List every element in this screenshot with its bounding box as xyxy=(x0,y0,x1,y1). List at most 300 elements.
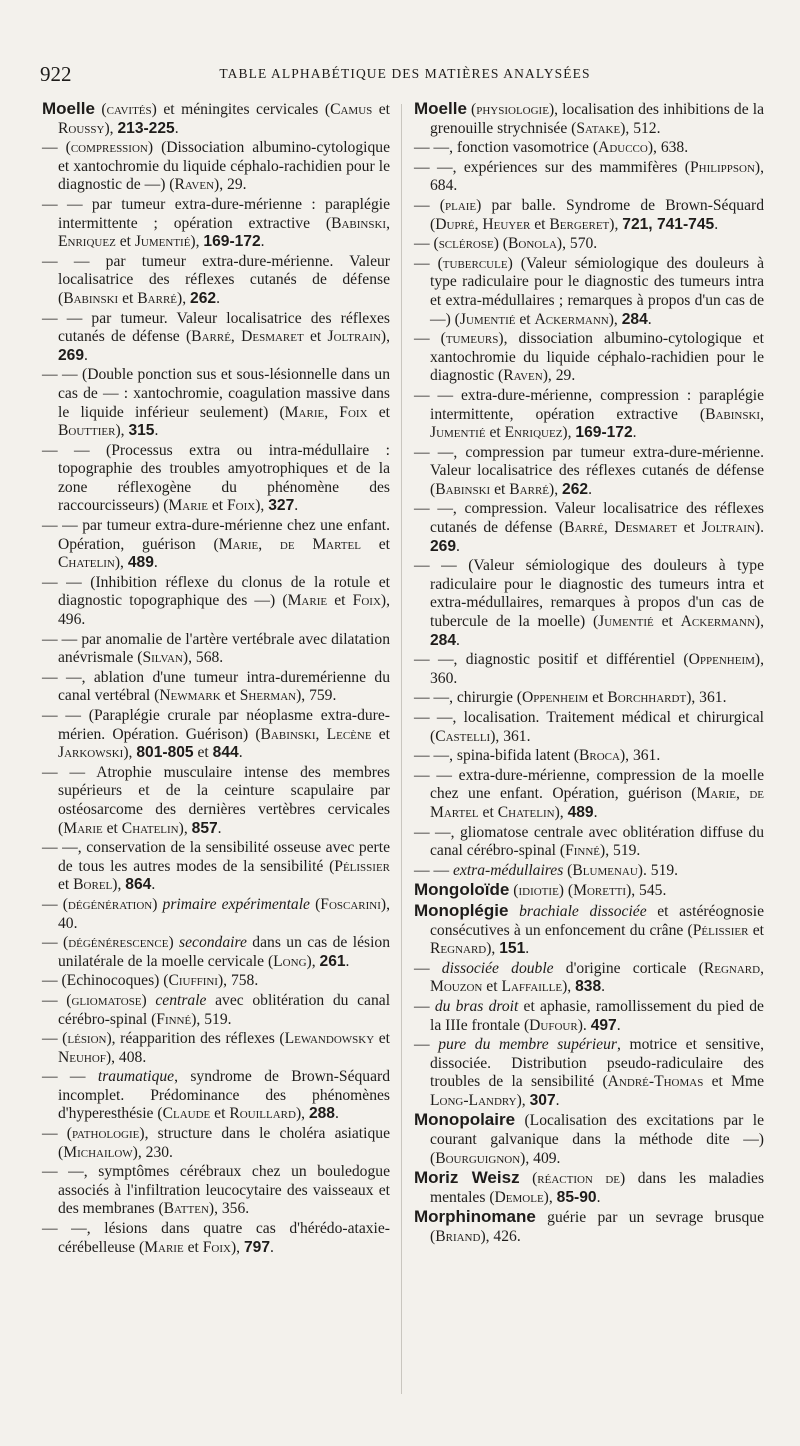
entry-text: Philippson xyxy=(690,158,755,176)
entry-text: Barré xyxy=(509,480,550,498)
entry-text: traumatique xyxy=(97,1068,175,1086)
entry-text: cavités xyxy=(106,101,152,118)
index-entry xyxy=(414,709,764,746)
entry-text: ), 684. xyxy=(430,158,764,195)
page-reference: 169-172 xyxy=(575,424,633,442)
entry-text: ), 512. xyxy=(620,119,661,137)
entry-text: et xyxy=(327,592,353,610)
entry-text: ), xyxy=(112,876,126,894)
index-entry xyxy=(414,557,764,650)
entry-text: (Localisation des excitations par le courant galvanique dans la méthode dite —) ( xyxy=(430,1112,764,1167)
entry-text: Babinski xyxy=(435,480,491,498)
entry-text: — — par tumeur extra-dure-mérienne : paraplégie intermittente ; opération extractive ( xyxy=(42,195,390,232)
page-reference: 151 xyxy=(499,940,526,958)
entry-text: Babinski xyxy=(63,289,119,307)
entry-text: et xyxy=(115,233,135,251)
entry-text: — — Atrophie musculaire intense des membres supérieurs et de la ceinture scapulaire par ostéosarcome des dernières vertèbres cervicales ( xyxy=(42,763,390,837)
index-entry xyxy=(414,1111,764,1168)
entry-text: et xyxy=(183,1238,203,1256)
entry-text: . xyxy=(216,289,220,307)
entry-text: Ackermann xyxy=(534,310,609,328)
entry-text: et xyxy=(102,819,122,837)
index-entry xyxy=(42,139,390,195)
entry-text: tubercule xyxy=(442,254,508,272)
entry-text: Marie, de Martel xyxy=(218,535,361,553)
index-entry xyxy=(42,1220,390,1257)
entry-text: ), dissociation albumino-cytologique et xantochromie du liquide céphalo-rachidien pour le diagnostic ( xyxy=(430,330,764,385)
entry-text: . xyxy=(456,537,460,555)
entry-text: Bergeret xyxy=(549,215,610,233)
entry-text: Roussy xyxy=(58,119,105,137)
entry-text: Oppenheim xyxy=(688,651,755,669)
index-entry xyxy=(414,881,764,901)
entry-text: Barré xyxy=(137,289,178,307)
entry-text: ), xyxy=(380,328,390,346)
entry-text: — — par tumeur extra-dure-mérienne chez une enfant. Opération, guérison ( xyxy=(42,517,390,553)
entry-text: tumeurs xyxy=(445,330,499,348)
page-reference: 169-172 xyxy=(203,233,261,251)
entry-text: — —, expériences sur des mammifères ( xyxy=(414,158,690,176)
entry-text: , motrice et sensitive, dissociée. Distribution pseudo-radiculaire des troubles de la sensibilité ( xyxy=(430,1036,764,1091)
index-entry xyxy=(414,902,764,959)
entry-text: ), réapparition des réflexes ( xyxy=(106,1030,285,1048)
entry-text: et xyxy=(374,1030,390,1048)
entry-text: Briand xyxy=(435,1228,481,1246)
entry-text: Silvan xyxy=(142,649,183,667)
entry-text: ) (Valeur sémiologique des douleurs à type radiculaire pour le diagnostic des tumeurs intra et extra-médullaires ; remarques à propos d'un cas de —) ( xyxy=(430,254,764,328)
entry-text: — —, ablation d'une tumeur intra-duremérienne du canal vertébral ( xyxy=(42,668,390,705)
entry-text: et xyxy=(193,744,213,762)
entry-text: Rouillard xyxy=(229,1105,296,1123)
entry-text: ). xyxy=(577,1016,591,1034)
entry-text: — ( xyxy=(42,991,72,1009)
entry-text: Ackermann xyxy=(680,613,755,631)
entry-text: — —, compression. Valeur localisatrice des réflexes cutanés de défense ( xyxy=(414,500,764,537)
entry-text: Finné xyxy=(565,842,601,860)
entry-text: ), 519. xyxy=(600,842,641,860)
page-reference: 327 xyxy=(268,497,295,515)
entry-text: Foscarini xyxy=(320,895,381,913)
index-entry xyxy=(414,960,764,997)
entry-text: . xyxy=(345,952,350,970)
entry-text: Bourguignon xyxy=(435,1149,521,1167)
entry-text: ) xyxy=(141,991,156,1009)
entry-text: et xyxy=(58,876,74,894)
entry-text: . xyxy=(294,497,299,515)
entry-text: ) xyxy=(168,934,180,952)
entry-text: ), xyxy=(306,952,320,970)
entry-text: . xyxy=(596,1188,601,1206)
entry-text: Barré, Desmaret xyxy=(564,519,678,537)
page-reference: 844 xyxy=(212,744,239,762)
page-reference: 284 xyxy=(621,310,648,328)
entry-text: ) (Dissociation albumino-cytologique et xantochromie du liquide céphalo-rachidien pour le diagnostic de —) ( xyxy=(58,139,390,194)
entry-text: — —, compression par tumeur extra-dure-mérienne. Valeur localisatrice des réflexes cutanés de défense ( xyxy=(414,443,764,498)
entry-text: et xyxy=(371,725,390,743)
entry-text: — — (Double ponction sus et sous-lésionnelle dans un cas de — : xantochromie, coagulation massive dans le liquide inférieur seulement) ( xyxy=(42,366,390,421)
page-reference: 864 xyxy=(125,876,152,894)
index-entry xyxy=(414,824,764,861)
entry-text: réaction de xyxy=(537,1170,621,1188)
page-reference: 489 xyxy=(567,803,594,821)
entry-text: et xyxy=(207,497,227,515)
entry-heading: Moelle xyxy=(42,99,95,118)
entry-text: Jumentié xyxy=(134,233,191,251)
entry-text: — —, symptômes cérébraux chez un bouledogue associés à l'infiltration leucocytaire des vaisseaux et des membranes ( xyxy=(42,1163,390,1218)
entry-text: ), 426. xyxy=(480,1228,521,1246)
entry-text: Dupré, Heuyer xyxy=(435,215,531,233)
entry-text: et xyxy=(677,519,702,537)
entry-text: ), xyxy=(608,310,622,328)
entry-text: Chatelin xyxy=(497,803,555,821)
entry-text: ), 408. xyxy=(105,1048,147,1066)
index-entry xyxy=(42,1163,390,1219)
entry-text: et xyxy=(490,480,510,498)
entry-text: . xyxy=(334,1105,339,1123)
entry-text: ), xyxy=(178,819,192,837)
entry-text: ). xyxy=(754,519,764,537)
index-entry xyxy=(42,100,390,138)
page-reference: 857 xyxy=(191,819,218,837)
page-reference: 85-90 xyxy=(556,1188,597,1206)
entry-text: Marie xyxy=(144,1238,184,1256)
entry-text: — —, spina-bifida latent ( xyxy=(414,747,579,765)
entry-text: ), 545. xyxy=(626,882,667,900)
entry-text: et Mme xyxy=(703,1073,765,1091)
entry-text: ), 758. xyxy=(217,972,259,990)
entry-text: Moretti xyxy=(573,882,627,900)
entry-text: ), 638. xyxy=(647,139,689,157)
entry-text: — — xyxy=(414,861,453,879)
entry-text: . xyxy=(270,1238,274,1256)
entry-text: Pélissier xyxy=(334,857,390,875)
index-entry xyxy=(42,310,390,366)
index-entry xyxy=(42,669,390,706)
entry-text: Raven xyxy=(503,367,543,385)
entry-text: Jumentié xyxy=(459,310,516,328)
entry-text: ), 759. xyxy=(296,687,337,705)
entry-text: et xyxy=(482,978,502,996)
entry-text: et xyxy=(220,687,240,705)
entry-text: Neuhof xyxy=(58,1048,106,1066)
entry-text: — — extra-dure-mérienne, compression : paraplégie intermittente, opération extractive ( xyxy=(414,386,764,423)
index-entry xyxy=(42,1030,390,1067)
entry-text: Long xyxy=(273,952,307,970)
index-entry xyxy=(42,517,390,573)
entry-text: — xyxy=(414,997,435,1015)
index-entry xyxy=(42,631,390,668)
entry-text: guérie par un sevrage brusque ( xyxy=(430,1209,764,1246)
index-entry xyxy=(42,896,390,933)
page-reference: 721, 741-745 xyxy=(622,215,715,233)
entry-text: — — par tumeur. Valeur localisatrice des réflexes cutanés de défense ( xyxy=(42,309,390,346)
page-reference: 269 xyxy=(430,537,457,555)
entry-text: — — (Processus extra ou intra-médullaire : topographie des troubles amyotrophiques et de la zone réflexogène du phénomène des raccourcisseurs) ( xyxy=(42,441,390,515)
entry-text: . xyxy=(593,803,598,821)
entry-text: Broca xyxy=(579,747,620,765)
entry-text: ( xyxy=(309,895,321,913)
entry-text: Michailow xyxy=(63,1143,133,1161)
entry-text: . xyxy=(632,424,637,442)
entry-text xyxy=(508,903,519,920)
entry-text: — — xyxy=(42,1068,98,1086)
entry-text: ), xyxy=(543,1188,557,1206)
entry-text: Marie, Foix xyxy=(284,403,368,421)
entry-text: ), 409. xyxy=(520,1149,561,1167)
entry-text: Babinski, Lecène xyxy=(260,725,372,743)
entry-text: . xyxy=(647,310,652,328)
entry-text: Chatelin xyxy=(121,819,179,837)
entry-text: ), xyxy=(549,480,563,498)
entry-heading: Monoplégie xyxy=(414,900,509,920)
entry-text: ), localisation des inhibitions de la grenouille strychnisée ( xyxy=(430,101,764,137)
index-entry xyxy=(42,1125,390,1162)
entry-text: . xyxy=(151,876,156,894)
entry-text: ) ( xyxy=(558,882,574,900)
entry-text: Long-Landry xyxy=(430,1091,517,1109)
entry-text: — —, lésions dans quatre cas d'hérédo-ataxie-cérébelleuse ( xyxy=(42,1220,390,1256)
entry-text: et xyxy=(653,613,681,631)
entry-text: ), 568. xyxy=(182,649,224,667)
entry-text: et xyxy=(118,289,138,307)
entry-text: Demole xyxy=(494,1188,544,1206)
index-column-right xyxy=(414,100,764,1248)
index-entry xyxy=(42,934,390,971)
entry-text: ), xyxy=(190,233,204,251)
entry-text: . xyxy=(154,422,159,440)
entry-text: pure du membre supérieur xyxy=(438,1036,617,1054)
entry-text: Borel xyxy=(73,876,113,894)
entry-text: Chatelin xyxy=(58,554,115,572)
entry-text: ) et méningites cervicales ( xyxy=(151,101,331,118)
entry-text: . xyxy=(555,1091,560,1109)
entry-text: et aphasie, ramollissement du pied de la III xyxy=(430,997,764,1034)
entry-text: Camus xyxy=(330,101,373,118)
entry-text: et xyxy=(372,101,391,118)
entry-heading: Moriz Weisz xyxy=(414,1168,520,1188)
entry-text: ), xyxy=(177,289,191,307)
entry-text: dégénérescence xyxy=(68,934,169,952)
page-reference: 284 xyxy=(430,631,457,649)
page-reference: 213-225 xyxy=(117,119,175,137)
entry-text: et xyxy=(515,310,535,328)
entry-text: — —, conservation de la sensibilité osseuse avec perte de tous les autres modes de la sensibilité ( xyxy=(42,839,390,875)
entry-text: et xyxy=(748,921,764,939)
entry-text: du bras droit xyxy=(434,997,519,1015)
entry-text: Castelli xyxy=(435,727,491,745)
page-reference: 801-805 xyxy=(136,744,194,762)
page-reference: 497 xyxy=(590,1016,617,1034)
entry-text: idiotie xyxy=(518,882,559,900)
entry-text: Barré, Desmaret xyxy=(191,328,304,346)
entry-text: ), 361. xyxy=(686,689,727,707)
page-reference: 261 xyxy=(319,952,346,970)
entry-text: ), xyxy=(486,940,500,958)
entry-text: . xyxy=(153,554,158,572)
page-reference: 489 xyxy=(127,554,154,572)
page-reference: 288 xyxy=(308,1105,335,1123)
index-entry xyxy=(414,100,764,138)
index-entry xyxy=(414,255,764,329)
entry-text: Bouttier xyxy=(58,422,116,440)
entry-text: . xyxy=(174,119,179,137)
entry-text: secondaire xyxy=(179,934,247,952)
entry-text: Regnard xyxy=(430,940,487,958)
entry-text: lésion xyxy=(67,1030,107,1048)
index-entry xyxy=(42,1068,390,1124)
entry-text: Pélissier xyxy=(692,921,749,939)
entry-text: dans un cas de lésion unilatérale de la moelle cervicale ( xyxy=(58,934,391,970)
entry-text: et xyxy=(478,803,498,821)
running-title: TABLE ALPHABÉTIQUE DES MATIÈRES ANALYSÉES xyxy=(219,66,591,81)
entry-heading: Moelle xyxy=(414,99,467,118)
entry-heading: Morphinomane xyxy=(414,1207,536,1227)
entry-text: et xyxy=(530,215,550,233)
entry-text: ( xyxy=(509,882,519,900)
entry-text: Foix xyxy=(227,497,256,515)
page-reference: 838 xyxy=(575,978,602,996)
entry-text: Marie, de Martel xyxy=(430,785,764,821)
entry-text: — ( xyxy=(42,139,71,157)
entry-text: — —, diagnostic positif et différentiel ( xyxy=(414,651,689,669)
entry-text: — — par tumeur extra-dure-mérienne. Valeur localisatrice des réflexes cutanés de défense ( xyxy=(42,252,390,307)
entry-text: — —, fonction vasomotrice ( xyxy=(414,139,599,157)
entry-text: ), xyxy=(562,424,576,442)
page-reference: 307 xyxy=(529,1091,556,1109)
entry-text: Claude xyxy=(162,1105,211,1123)
entry-text: Regnard, Mouzon xyxy=(430,959,764,996)
index-entry xyxy=(414,1169,764,1207)
index-entry xyxy=(414,235,764,254)
entry-text: ), xyxy=(562,978,576,996)
entry-text: ( xyxy=(563,861,573,879)
entry-text: ), xyxy=(554,803,568,821)
entry-text: ), 570. xyxy=(556,235,598,253)
entry-text: ), xyxy=(516,1091,530,1109)
entry-text: Laffaille xyxy=(501,978,563,996)
entry-text: et xyxy=(588,689,608,707)
entry-text: ) par balle. Syndrome de Brown-Séquard ( xyxy=(430,196,764,233)
index-entry xyxy=(414,330,764,386)
index-entry xyxy=(42,764,390,838)
entry-text: Jumentié xyxy=(598,613,654,631)
entry-text: compression xyxy=(70,139,148,157)
index-entry xyxy=(414,1036,764,1110)
entry-text: — xyxy=(414,1036,439,1054)
index-entry xyxy=(42,839,390,895)
entry-text: ), xyxy=(104,119,118,137)
entry-text: — —, gliomatose centrale avec oblitération diffuse du canal cérébro-spinal ( xyxy=(414,823,764,860)
entry-text: Babinski, Enriquez xyxy=(58,214,390,251)
index-entry xyxy=(414,1208,764,1246)
entry-text: Finné xyxy=(156,1010,192,1028)
entry-text: ), 356. xyxy=(208,1200,250,1218)
entry-text: frontale ( xyxy=(467,1016,530,1034)
entry-text: Marie xyxy=(168,497,208,515)
entry-text: ) ( xyxy=(493,235,508,253)
index-entry xyxy=(42,992,390,1029)
entry-text: ), xyxy=(114,554,128,572)
entry-text: — —, chirurgie ( xyxy=(414,689,522,707)
index-entry xyxy=(414,767,764,823)
entry-text: ), structure dans le choléra asiatique ( xyxy=(58,1125,390,1161)
index-entry xyxy=(414,444,764,500)
entry-text: et xyxy=(303,328,328,346)
index-entry xyxy=(414,651,764,688)
index-entry xyxy=(414,998,764,1035)
entry-text: ), 40. xyxy=(58,895,391,932)
entry-text: ), 361. xyxy=(619,747,661,765)
entry-text: ), xyxy=(754,613,764,631)
entry-text: . xyxy=(601,978,606,996)
entry-text: brachiale dissociée xyxy=(519,902,647,920)
entry-text: André-Thomas xyxy=(607,1073,704,1091)
entry-text: ), xyxy=(609,215,623,233)
index-entry xyxy=(414,689,764,708)
entry-text: . xyxy=(588,480,592,498)
entry-text: — —, localisation. Traitement médical et chirurgical ( xyxy=(414,709,764,745)
entry-text: d'origine corticale ( xyxy=(553,959,704,977)
entry-text: ), xyxy=(295,1105,309,1123)
entry-text: Oppenheim xyxy=(521,689,589,707)
entry-text: — — extra-dure-mérienne, compression de la moelle chez une enfant. Opération, guérison ( xyxy=(414,766,764,803)
page-number: 922 xyxy=(40,62,72,86)
entry-text: Batten xyxy=(163,1200,209,1218)
index-entry xyxy=(42,366,390,440)
entry-text: plaie xyxy=(444,196,477,214)
entry-text: dissociée double xyxy=(441,959,554,977)
page-header xyxy=(40,62,770,88)
entry-text: , syndrome de Brown-Séquard incomplet. Prédominance des phénomènes d'hyperesthésie ( xyxy=(58,1068,390,1123)
entry-text: et xyxy=(485,424,505,442)
index-entry xyxy=(42,253,390,309)
entry-text: Raven xyxy=(174,176,215,194)
entry-text: avec oblitération du canal cérébro-spinal ( xyxy=(58,991,391,1028)
page-reference: 315 xyxy=(128,422,155,440)
index-entry xyxy=(42,442,390,516)
entry-text: ), 496. xyxy=(58,592,390,629)
entry-text: — ( xyxy=(414,254,443,272)
entry-text: ( xyxy=(466,101,477,118)
entry-text: Newmark xyxy=(159,687,221,705)
index-entry xyxy=(414,387,764,443)
entry-text: Foix xyxy=(352,592,381,610)
entry-text: — ( xyxy=(42,895,68,913)
entry-text: Joltrain xyxy=(327,328,381,346)
entry-text: primaire expérimentale xyxy=(162,895,310,913)
page-reference: 262 xyxy=(562,480,589,498)
entry-text: ), 29. xyxy=(542,367,576,385)
entry-text: . xyxy=(616,1016,621,1034)
index-entry xyxy=(414,500,764,556)
entry-text: — — (Inhibition réflexe du clonus de la rotule et diagnostic topographique des —) ( xyxy=(42,573,390,610)
index-entry xyxy=(414,747,764,766)
entry-text: centrale xyxy=(155,991,207,1009)
index-entry xyxy=(414,139,764,158)
entry-text: Lewandowsky xyxy=(284,1030,375,1048)
index-entry xyxy=(414,862,764,881)
entry-text: ), xyxy=(230,1238,244,1256)
entry-text: Borchhardt xyxy=(607,689,687,707)
entry-text: dégénération xyxy=(67,895,153,913)
entry-text: . xyxy=(238,744,243,762)
entry-text: et xyxy=(360,535,390,553)
entry-text: — ( xyxy=(42,934,69,952)
entry-text: ), 230. xyxy=(132,1143,173,1161)
entry-text: Satake xyxy=(576,119,621,137)
entry-text: . xyxy=(260,233,265,251)
entry-text: ( xyxy=(94,101,107,118)
